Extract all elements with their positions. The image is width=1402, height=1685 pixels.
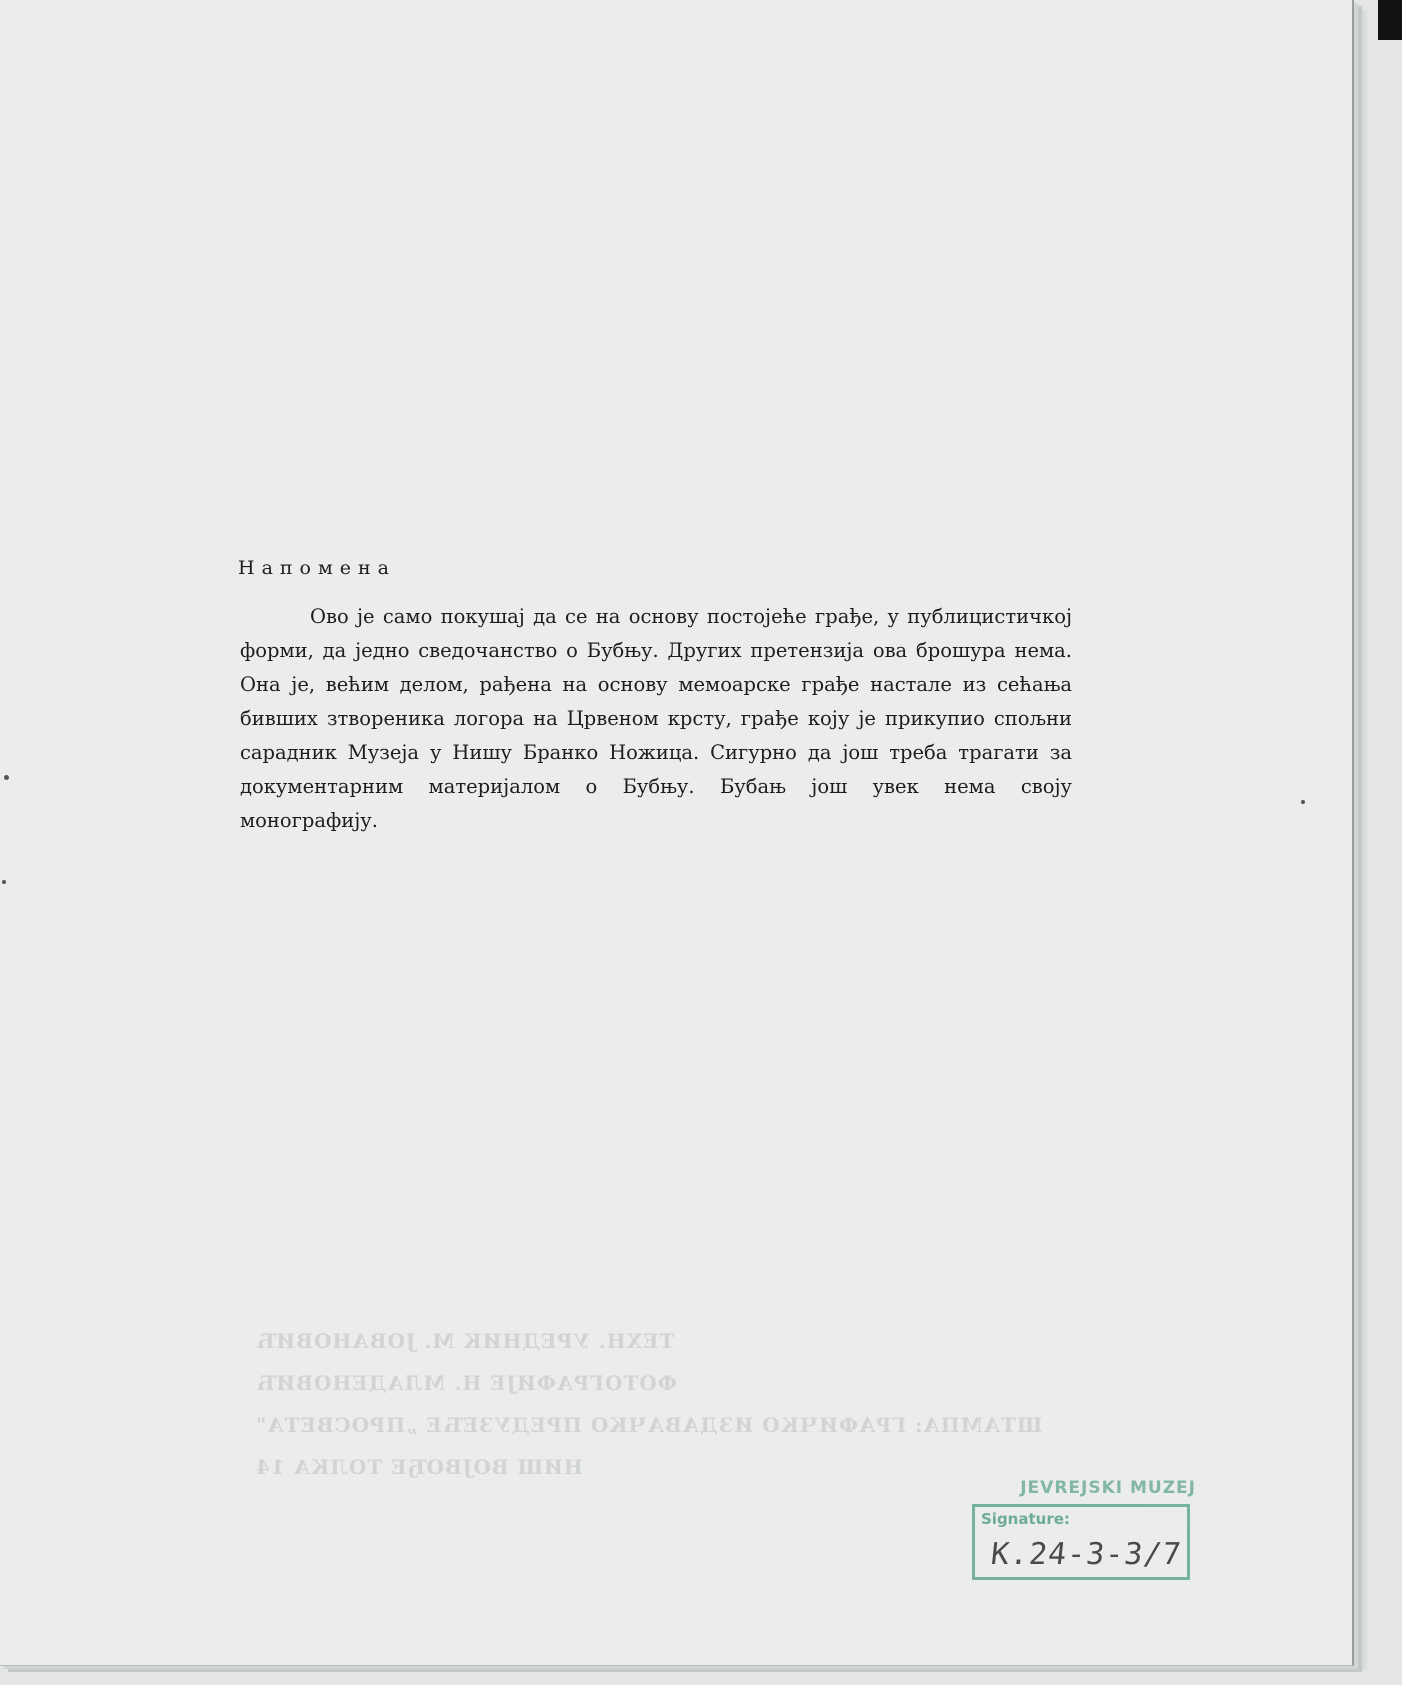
stamp-box bbox=[972, 1504, 1190, 1580]
stamp-signature-label: Signature: bbox=[981, 1510, 1070, 1528]
page-edge bbox=[1360, 10, 1370, 1670]
handwritten-signature-code: K.24-3-3/7 bbox=[989, 1537, 1184, 1572]
stamp-museum-name: JEVREJSKI MUZEJ bbox=[1020, 1478, 1196, 1498]
scanner-edge-shadow bbox=[1378, 0, 1402, 40]
note-heading: Напомена bbox=[238, 557, 397, 579]
bleed-through-text: ТЕХН. УРЕДНИК М. ЈОВАНОВИЋ ФОТОГРАФИЈЕ Н. МЛАДЕНОВИЋ ШТАМПА: ГРАФИЧКО ИЗДАВАЧКО ПРЕДУЗЕЋЕ „ПРОСВЕТА" НИШ ВОЈВОЂЕ ТОЛКА 14 bbox=[255, 1329, 1043, 1479]
note-body: Ово је само покушај да се на основу постојеће грађе, у публицистичкој форми, да једно сведочанство о Бубњу. Других претензија ова брошура нема. Она је, већим делом, рађена на основу мемоарске грађе настале из сећања бивших зтвореника логора на Црвеном крсту, грађе коју је прикупио спољни сарадник Музеја у Нишу Бранко Ножица. Сигурно да још треба трагати за документарним материјалом о Бубњу. Бубањ још увек нема своју монографију. bbox=[240, 605, 1072, 832]
museum-signature-stamp bbox=[970, 1478, 1196, 1584]
